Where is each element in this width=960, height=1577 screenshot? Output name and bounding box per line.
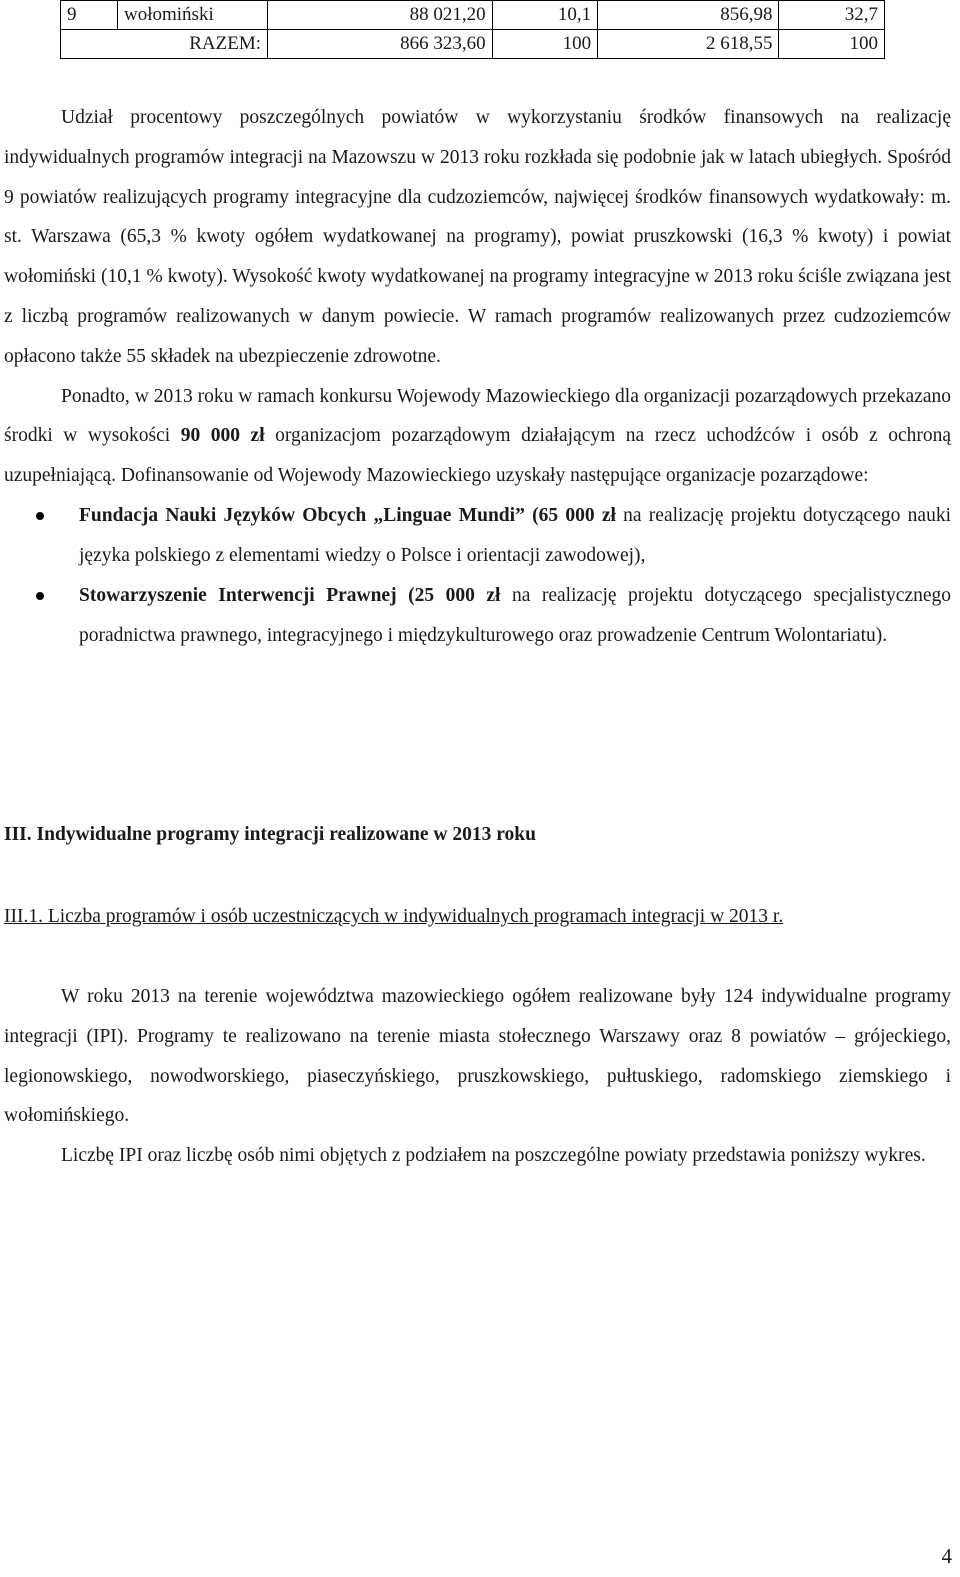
funding-table <box>60 0 885 59</box>
paragraph-ngo-funding <box>4 377 951 496</box>
section-heading: III. Indywidualne programy integracji realizowane w 2013 roku <box>4 824 536 845</box>
organization-description: na realizację projektu dotyczącego specjalistycznego poradnictwa prawnego, integracyjnego i międzykulturowego oraz prowadzenie Centrum Wolontariatu). <box>79 584 951 646</box>
organization-list <box>4 496 951 656</box>
body-text-1 <box>4 98 951 656</box>
second-percent: 32,7 <box>779 1 885 30</box>
total-second-value: 2 618,55 <box>598 30 779 59</box>
bullet-icon <box>36 512 44 520</box>
total-amount-percent: 100 <box>492 30 597 59</box>
district-name: wołomiński <box>118 1 268 30</box>
paragraph-distribution: Udział procentowy poszczególnych powiatów w wykorzystaniu środków finansowych na realizację indywidualnych programów integracji na Mazowszu w 2013 roku rozkłada się podobnie jak w latach ubiegłych. Spośród 9 powiatów realizujących programy integracyjne dla cudzoziemców, najwięcej środków finansowych wydatkowały: m. st. Warszawa (65,3 % kwoty ogółem wydatkowanej na programy), powiat pruszkowski (16,3 % kwoty) i powiat wołomiński (10,1 % kwoty). Wysokość kwoty wydatkowanej na programy integracyjne w 2013 roku ściśle związana jest z liczbą programów realizowanych w danym powiecie. W ramach programów realizowanych przez cudzoziemców opłacono także 55 składek na ubezpieczenie zdrowotne. <box>4 107 951 367</box>
page-number: 4 <box>941 1544 952 1568</box>
subsection-heading: III.1. Liczba programów i osób uczestniczących w indywidualnych programach integracji w 2013 r. <box>4 906 784 927</box>
table-row <box>61 1 885 30</box>
organization-description: na realizację projektu dotyczącego nauki języka polskiego z elementami wiedzy o Polsce i orientacji zawodowej), <box>79 504 951 566</box>
ngo-amount: 90 000 zł <box>180 425 265 447</box>
ngo-text-part2: organizacjom pozarządowym działającym na rzecz uchodźców i osób z ochroną uzupełniającą. Dofinansowanie od Wojewody Mazowieckiego uzyskały następujące organizacje pozarządowe: <box>4 425 951 487</box>
total-second-percent: 100 <box>779 30 885 59</box>
ngo-text-part1: Ponadto, w 2013 roku w ramach konkursu Wojewody Mazowieckiego dla organizacji pozarządowych przekazano środki w wysokości <box>4 385 951 447</box>
list-item <box>4 576 951 656</box>
total-label: RAZEM: <box>61 30 268 59</box>
paragraph-ipi-count: W roku 2013 na terenie województwa mazowieckiego ogółem realizowane były 124 indywidualne programy integracji (IPI). Programy te realizowano na terenie miasta stołecznego Warszawy oraz 8 powiatów – grójeckiego, legionowskiego, nowodworskiego, piaseczyńskiego, pruszkowskiego, pułtuskiego, radomskiego ziemskiego i wołomińskiego. <box>4 986 951 1127</box>
paragraph-chart-intro: Liczbę IPI oraz liczbę osób nimi objętych z podziałem na poszczególne powiaty przedstawia poniższy wykres. <box>61 1145 926 1167</box>
organization-amount: (25 000 zł <box>408 584 501 606</box>
list-item <box>4 496 951 576</box>
organization-name: Fundacja Nauki Języków Obcych „Linguae Mundi” <box>79 504 525 526</box>
row-number: 9 <box>61 1 118 30</box>
organization-name: Stowarzyszenie Interwencji Prawnej <box>79 584 397 606</box>
body-text-2 <box>4 977 951 1176</box>
organization-amount: (65 000 zł <box>532 504 616 526</box>
table-total-row <box>61 30 885 59</box>
amount-percent: 10,1 <box>492 1 597 30</box>
total-amount-value: 866 323,60 <box>268 30 493 59</box>
subsection-heading-block <box>4 897 951 937</box>
amount-value: 88 021,20 <box>268 1 493 30</box>
bullet-icon <box>36 592 44 600</box>
second-value: 856,98 <box>598 1 779 30</box>
